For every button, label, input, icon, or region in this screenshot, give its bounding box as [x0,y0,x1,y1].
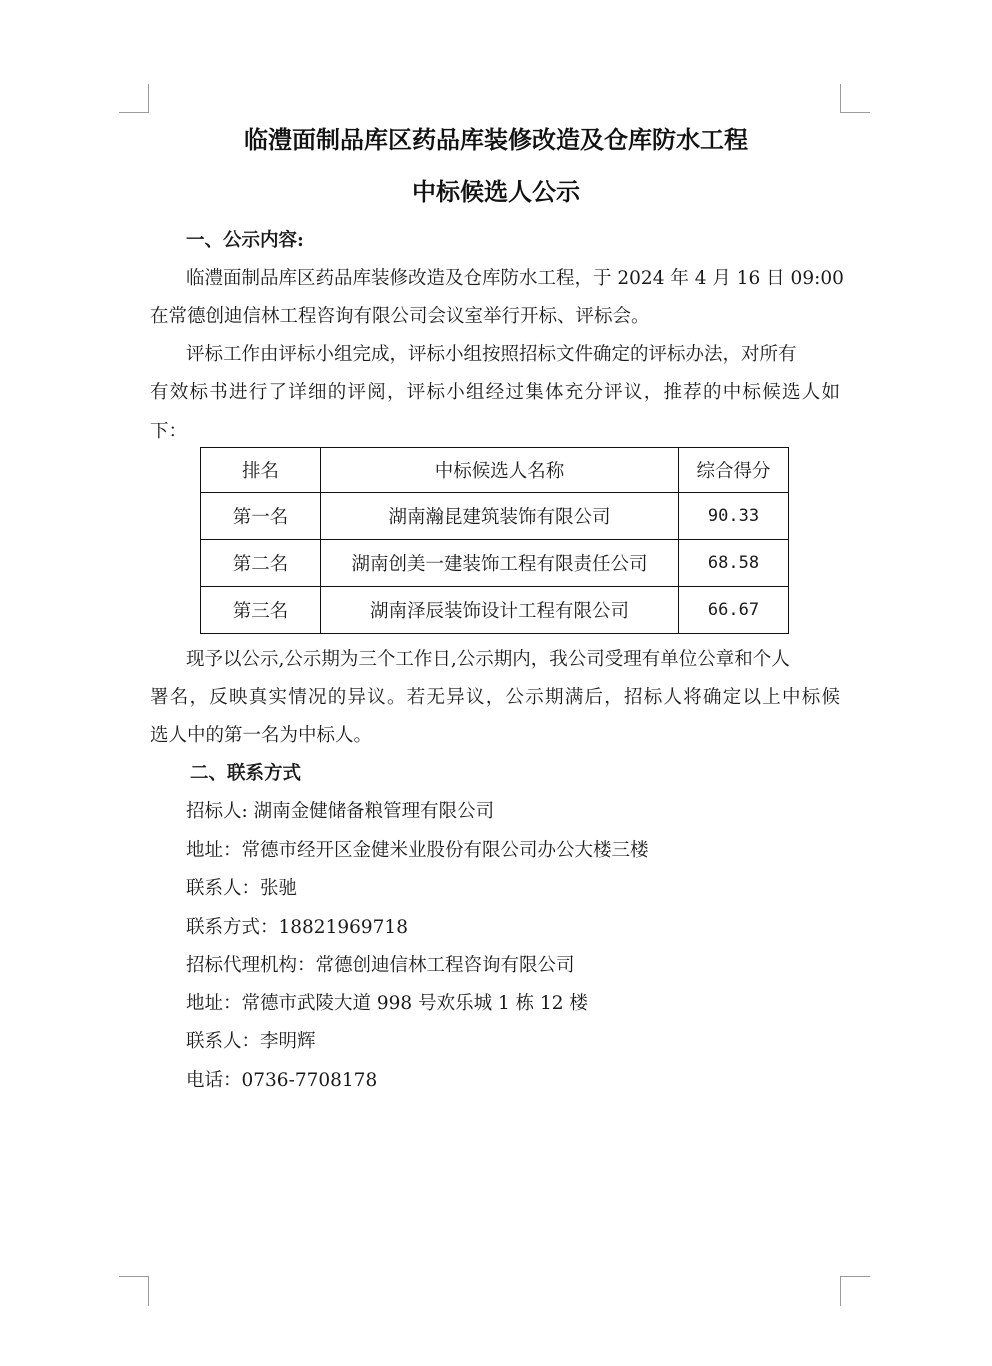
cell-score: 68.58 [679,540,789,587]
candidate-table [200,447,789,634]
cell-rank: 第二名 [201,540,321,587]
cell-score: 66.67 [679,587,789,634]
contact-agency: 招标代理机构：常德创迪信林工程咨询有限公司 [186,955,575,976]
table-row [201,587,789,634]
para1-line1: 临澧面制品库区药品库装修改造及仓库防水工程，于 2024 年 4 月 16 日 09:00 [186,268,844,289]
crop-mark-top-right-h [840,112,870,113]
para1-line2: 在常德创迪信林工程咨询有限公司会议室举行开标、评标会。 [150,306,650,327]
para3-line1: 现予以公示,公示期为三个工作日,公示期内，我公司受理有单位公章和个人 [186,649,790,670]
header-candidate-name: 中标候选人名称 [321,448,679,493]
para3-line3: 选人中的第一名为中标人。 [150,725,373,746]
crop-mark-top-right-v [840,84,841,113]
cell-score: 90.33 [679,493,789,540]
contact-tenderer-phone: 联系方式：18821969718 [186,917,408,938]
header-score: 综合得分 [679,448,789,493]
contact-tenderer-address: 地址：常德市经开区金健米业股份有限公司办公大楼三楼 [186,840,649,861]
section2-heading: 二、联系方式 [190,763,302,784]
header-rank: 排名 [201,448,321,493]
crop-mark-top-left-v [148,84,149,113]
section1-heading: 一、公示内容: [186,230,304,251]
cell-rank: 第一名 [201,493,321,540]
cell-candidate-name: 湖南泽辰装饰设计工程有限公司 [321,587,679,634]
crop-mark-bottom-right-h [840,1276,870,1277]
contact-tenderer-person: 联系人：张驰 [186,878,298,899]
cell-candidate-name: 湖南瀚昆建筑装饰有限公司 [321,493,679,540]
crop-mark-bottom-left-v [148,1276,149,1306]
document-subtitle: 中标候选人公示 [412,177,580,206]
crop-mark-top-left-h [119,112,149,113]
para3-line2: 署名，反映真实情况的异议。若无异议，公示期满后，招标人将确定以上中标候 [150,687,840,708]
table-row [201,540,789,587]
crop-mark-bottom-right-v [840,1276,841,1306]
para2-line3: 下： [150,421,188,442]
para2-line1: 评标工作由评标小组完成，评标小组按照招标文件确定的评标办法，对所有 [186,344,797,365]
table-row [201,493,789,540]
document-title: 临澧面制品库区药品库装修改造及仓库防水工程 [244,125,748,154]
crop-mark-bottom-left-h [119,1276,149,1277]
table-header-row [201,448,789,493]
contact-agency-phone: 电话：0736-7708178 [186,1070,378,1091]
contact-tenderer: 招标人: 湖南金健储备粮管理有限公司 [186,801,495,822]
contact-agency-person: 联系人：李明辉 [186,1031,316,1052]
cell-candidate-name: 湖南创美一建装饰工程有限责任公司 [321,540,679,587]
para2-line2: 有效标书进行了详细的评阅，评标小组经过集体充分评议，推荐的中标候选人如 [150,382,840,403]
cell-rank: 第三名 [201,587,321,634]
contact-agency-address: 地址：常德市武陵大道 998 号欢乐城 1 栋 12 楼 [186,993,588,1014]
